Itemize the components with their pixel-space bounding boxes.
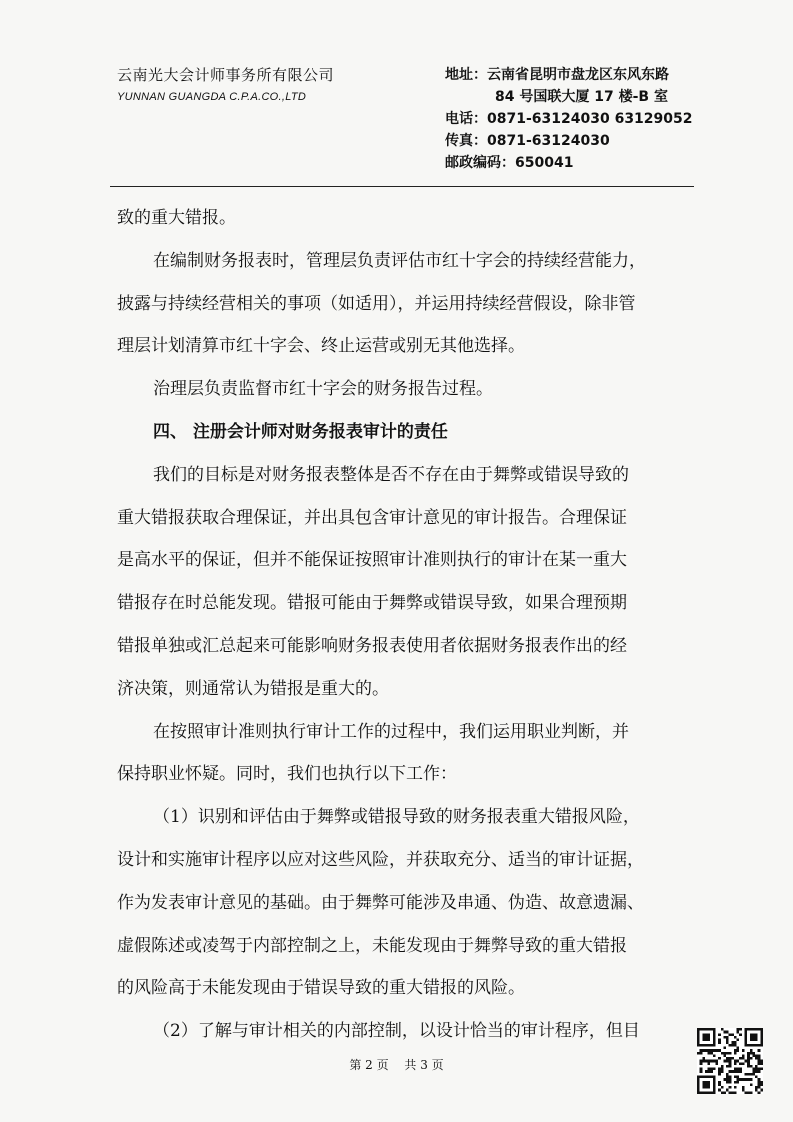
body-line: （1）识别和评估由于舞弊或错报导致的财务报表重大错报风险，: [153, 807, 640, 828]
body-line: 的风险高于未能发现由于错误导致的重大错报的风险。: [117, 978, 525, 999]
body-line: （2）了解与审计相关的内部控制，以设计恰当的审计程序，但目: [153, 1021, 640, 1042]
body-line: 治理层负责监督市红十字会的财务报告过程。: [153, 379, 493, 400]
page-number: 第 2 页: [349, 1058, 389, 1072]
body-line: 是高水平的保证，但并不能保证按照审计准则执行的审计在某一重大: [117, 550, 627, 571]
body-line: 作为发表审计意见的基础。由于舞弊可能涉及串通、伪造、故意遗漏、: [117, 892, 644, 913]
body-line: 理层计划清算市红十字会、终止运营或别无其他选择。: [117, 336, 525, 357]
page-footer: [0, 1056, 793, 1073]
body-line: 错报单独或汇总起来可能影响财务报表使用者依据财务报表作出的经: [117, 635, 627, 656]
page-total: 共 3 页: [404, 1058, 444, 1072]
body-line: 错报存在时总能发现。错报可能由于舞弊或错误导致，如果合理预期: [117, 593, 627, 614]
fax: 传真：0871-63124030: [445, 133, 610, 149]
header-divider: [110, 186, 694, 187]
body-line: 设计和实施审计程序以应对这些风险，并获取充分、适当的审计证据，: [117, 849, 644, 870]
body-line: 披露与持续经营相关的事项（如适用），并运用持续经营假设，除非管: [117, 293, 636, 314]
report-body: [117, 197, 682, 1053]
address-line1: 地址：云南省昆明市盘龙区东风东路: [445, 67, 669, 83]
body-line: 济决策，则通常认为错报是重大的。: [117, 678, 389, 699]
body-line: 在编制财务报表时，管理层负责评估市红十字会的持续经营能力，: [153, 250, 646, 271]
firm-header: [117, 64, 334, 103]
body-line: 重大错报获取合理保证，并出具包含审计意见的审计报告。合理保证: [117, 507, 627, 528]
firm-contact: [445, 64, 693, 174]
postcode: 邮政编码：650041: [445, 155, 574, 171]
section-heading: 四、 注册会计师对财务报表审计的责任: [153, 421, 448, 442]
body-line: 保持职业怀疑。同时，我们也执行以下工作：: [117, 764, 457, 785]
body-line: 在按照审计准则执行审计工作的过程中，我们运用职业判断，并: [153, 721, 629, 742]
address-line2: 84 号国联大厦 17 楼-B 室: [495, 89, 668, 105]
qr-code-icon: [697, 1028, 763, 1094]
body-line: 虚假陈述或凌驾于内部控制之上，未能发现由于舞弊导致的重大错报: [117, 935, 627, 956]
firm-name-en: YUNNAN GUANGDA C.P.A.CO.,LTD: [117, 91, 307, 103]
phone: 电话：0871-63124030 63129052: [445, 111, 693, 127]
body-line: 致的重大错报。: [117, 208, 236, 228]
body-line: 我们的目标是对财务报表整体是否不存在由于舞弊或错误导致的: [153, 464, 629, 485]
firm-name-cn: 云南光大会计师事务所有限公司: [117, 66, 335, 84]
